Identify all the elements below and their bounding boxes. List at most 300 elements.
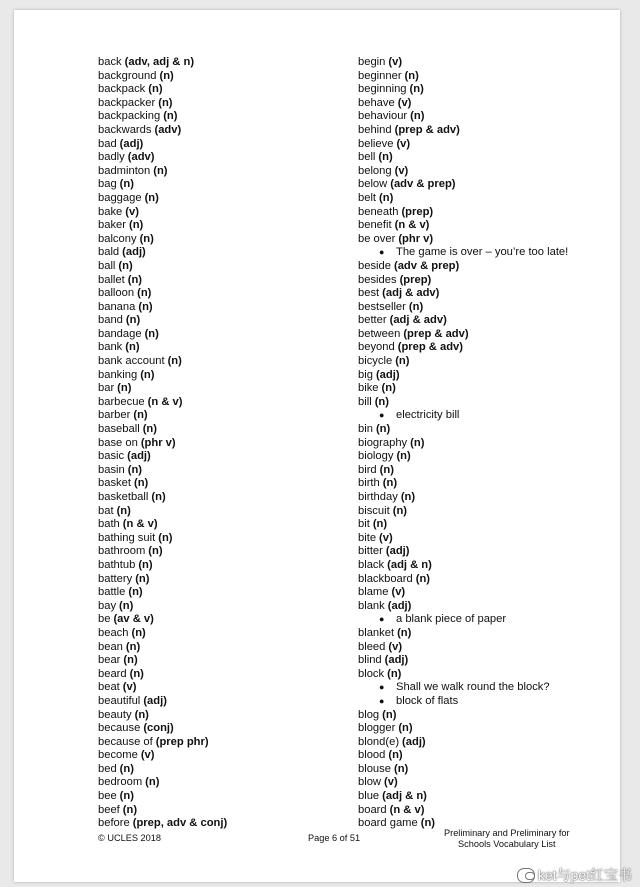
part-of-speech: (n) (144, 191, 159, 204)
part-of-speech: (n) (127, 463, 143, 476)
vocab-word: believe (358, 137, 394, 150)
part-of-speech: (n) (135, 572, 150, 585)
vocab-entry (98, 763, 227, 777)
vocab-word: blind (358, 654, 382, 667)
vocab-entry (358, 709, 568, 723)
vocab-entry (98, 804, 227, 818)
part-of-speech: (n) (415, 572, 431, 585)
vocab-word: become (98, 749, 138, 762)
vocab-entry (98, 586, 227, 600)
vocab-word: beach (98, 626, 129, 639)
bullet-icon: ● (379, 682, 385, 693)
part-of-speech: (adv) (127, 151, 155, 164)
part-of-speech: (n) (119, 790, 134, 803)
part-of-speech: (n) (148, 83, 163, 96)
part-of-speech: (v) (379, 531, 393, 544)
watermark-text: ket与pet红宝书 (537, 867, 632, 883)
vocab-entry (98, 341, 227, 355)
vocab-entry (358, 804, 568, 818)
vocab-word: bird (358, 463, 377, 476)
vocab-entry (358, 165, 568, 179)
vocab-entry (98, 627, 227, 641)
part-of-speech: (adv, adj & n) (124, 56, 195, 68)
part-of-speech: (n) (125, 640, 141, 653)
vocab-word: bald (98, 246, 120, 259)
vocab-word: because (98, 722, 141, 735)
vocab-word: background (98, 69, 157, 82)
vocab-word: beautiful (98, 694, 141, 707)
vocab-word: blood (358, 749, 386, 762)
footer-page-number: Page 6 of 51 (308, 833, 361, 843)
vocab-entry (358, 151, 568, 165)
vocab-entry (358, 287, 568, 301)
vocab-word: ballet (98, 273, 125, 286)
vocab-word: behaviour (358, 110, 408, 123)
vocab-entry (358, 722, 568, 736)
vocab-word: bell (358, 151, 376, 164)
footer-copyright: © UCLES 2018 (98, 833, 161, 843)
vocab-word: badminton (98, 164, 151, 177)
vocab-entry (98, 505, 227, 519)
vocab-word: below (358, 178, 388, 191)
wechat-icon (517, 868, 535, 883)
part-of-speech: (n) (142, 423, 157, 436)
vocab-word: base on (98, 436, 138, 449)
vocab-entry (358, 83, 568, 97)
part-of-speech: (v) (140, 749, 155, 762)
part-of-speech: (n) (137, 287, 152, 300)
vocab-entry (358, 138, 568, 152)
part-of-speech: (n) (158, 96, 173, 109)
part-of-speech: (n) (138, 300, 153, 313)
example-bullet (358, 409, 568, 423)
vocab-entry (358, 328, 568, 342)
part-of-speech: (n) (379, 191, 394, 204)
part-of-speech: (n) (151, 491, 166, 503)
vocab-word: baggage (98, 191, 142, 204)
vocab-entry (98, 437, 227, 451)
vocab-entry (358, 192, 568, 206)
vocab-entry (358, 178, 568, 192)
part-of-speech: (n) (123, 654, 138, 667)
vocab-word: baker (98, 219, 126, 232)
vocab-entry (98, 138, 227, 152)
part-of-speech: (n) (409, 83, 424, 96)
example-bullet (358, 613, 568, 627)
vocab-word: bake (98, 205, 123, 218)
part-of-speech: (n) (374, 395, 389, 408)
part-of-speech: (v) (388, 56, 403, 68)
part-of-speech: (n) (153, 164, 168, 177)
vocab-word: back (98, 56, 122, 68)
vocab-entry (358, 219, 568, 233)
vocab-word: block (358, 667, 385, 680)
vocab-entry (358, 341, 568, 355)
vocab-entry (358, 56, 568, 70)
vocab-entry (358, 749, 568, 763)
vocab-entry (358, 532, 568, 546)
part-of-speech: (prep & adv) (397, 341, 463, 354)
part-of-speech: (adj) (127, 450, 151, 463)
vocab-entry (98, 749, 227, 763)
vocab-word: behind (358, 123, 392, 136)
part-of-speech: (n) (125, 314, 141, 327)
vocab-word: bedroom (98, 776, 143, 789)
part-of-speech: (prep & adv) (403, 327, 469, 340)
part-of-speech: (n) (118, 259, 133, 272)
part-of-speech: (n) (127, 273, 143, 286)
bullet-icon: ● (379, 695, 385, 706)
part-of-speech: (n) (382, 477, 398, 490)
vocab-entry (98, 328, 227, 342)
vocab-word: be over (358, 232, 396, 245)
vocab-entry (358, 586, 568, 600)
vocab-entry (98, 219, 227, 233)
vocab-entry (358, 600, 568, 614)
part-of-speech: (phr v) (140, 436, 176, 449)
vocab-word: backpacker (98, 96, 156, 109)
vocab-entry (358, 437, 568, 451)
vocab-word: begin (358, 56, 386, 68)
part-of-speech: (n) (395, 355, 410, 368)
part-of-speech: (adj & n) (382, 790, 427, 803)
part-of-speech: (n) (404, 69, 419, 82)
vocab-entry (358, 369, 568, 383)
part-of-speech: (n) (119, 178, 134, 191)
vocab-word: balcony (98, 232, 137, 245)
vocab-word: basketball (98, 491, 149, 503)
vocab-word: biography (358, 436, 408, 449)
vocab-word: belt (358, 191, 377, 204)
vocab-word: backpack (98, 83, 146, 96)
vocab-word: bay (98, 599, 117, 612)
part-of-speech: (n) (129, 667, 144, 680)
footer-series-title (444, 828, 570, 850)
vocab-entry (358, 301, 568, 315)
vocab-entry (98, 83, 227, 97)
part-of-speech: (n) (133, 477, 149, 490)
part-of-speech: (v) (396, 137, 411, 150)
vocab-word: before (98, 817, 130, 830)
vocab-entry (98, 668, 227, 682)
vocab-word: battery (98, 572, 133, 585)
vocab-word: beside (358, 259, 391, 272)
vocab-entry (358, 627, 568, 641)
vocab-entry (98, 192, 227, 206)
vocab-word: battle (98, 586, 126, 599)
vocab-word: bike (358, 382, 379, 395)
vocab-word: beauty (98, 708, 132, 721)
vocab-word: balloon (98, 287, 135, 300)
part-of-speech: (n) (119, 599, 134, 612)
part-of-speech: (n) (129, 219, 144, 232)
vocab-word: birth (358, 477, 380, 490)
vocab-word: bathing suit (98, 531, 156, 544)
vocab-word: blow (358, 776, 382, 789)
part-of-speech: (adj) (402, 735, 426, 748)
vocab-word: blackboard (358, 572, 413, 585)
vocab-entry (358, 518, 568, 532)
vocab-entry (98, 56, 227, 70)
vocab-entry (98, 260, 227, 274)
part-of-speech: (n) (393, 762, 409, 775)
example-text: electricity bill (396, 409, 460, 422)
part-of-speech: (adv & prep) (390, 178, 456, 191)
part-of-speech: (n) (420, 817, 436, 830)
part-of-speech: (n) (158, 531, 173, 544)
vocab-entry (98, 491, 227, 505)
vocab-entry (98, 355, 227, 369)
vocab-word: backwards (98, 123, 152, 136)
part-of-speech: (n) (382, 708, 397, 721)
part-of-speech: (n) (148, 545, 163, 558)
part-of-speech: (prep) (399, 273, 432, 286)
part-of-speech: (n) (138, 558, 153, 571)
vocab-entry (98, 464, 227, 478)
vocab-entry (358, 260, 568, 274)
vocab-word: beneath (358, 205, 399, 218)
part-of-speech: (n & v) (394, 219, 430, 232)
vocab-word: bleed (358, 640, 386, 653)
bullet-icon: ● (379, 614, 385, 625)
vocab-word: beyond (358, 341, 395, 354)
bullet-icon: ● (379, 247, 385, 258)
vocab-entry (98, 613, 227, 627)
vocab-entry (98, 641, 227, 655)
vocab-word: bathroom (98, 545, 146, 558)
part-of-speech: (prep & adv) (394, 123, 460, 136)
vocab-word: bill (358, 395, 372, 408)
vocab-word: bandage (98, 327, 142, 340)
vocab-word: bag (98, 178, 117, 191)
vocab-word: bank account (98, 355, 165, 368)
vocab-entry (358, 790, 568, 804)
part-of-speech: (n) (392, 504, 408, 517)
part-of-speech: (n) (397, 626, 412, 639)
vocab-entry (98, 246, 227, 260)
vocab-word: bin (358, 423, 373, 436)
vocab-entry (98, 124, 227, 138)
vocab-entry (358, 124, 568, 138)
vocab-word: bed (98, 762, 117, 775)
vocab-entry (98, 151, 227, 165)
part-of-speech: (n) (131, 626, 146, 639)
vocab-entry (98, 518, 227, 532)
example-bullet (358, 681, 568, 695)
vocab-word: beat (98, 681, 120, 694)
part-of-speech: (adj) (387, 599, 412, 612)
vocab-word: bean (98, 640, 123, 653)
vocab-entry (358, 668, 568, 682)
part-of-speech: (n) (134, 708, 149, 721)
part-of-speech: (n) (372, 518, 388, 531)
vocab-entry (358, 274, 568, 288)
vocab-word: barbecue (98, 395, 145, 408)
vocab-entry (358, 559, 568, 573)
vocab-word: big (358, 368, 373, 381)
part-of-speech: (n) (133, 409, 148, 422)
vocab-word: better (358, 314, 387, 327)
part-of-speech: (adj & adv) (389, 314, 447, 327)
part-of-speech: (v) (384, 776, 398, 789)
vocab-entry (98, 477, 227, 491)
vocab-entry (358, 206, 568, 220)
vocab-word: blank (358, 599, 385, 612)
vocab-word: bitter (358, 545, 383, 558)
vocab-entry (98, 573, 227, 587)
vocab-entry (358, 477, 568, 491)
vocab-word: board game (358, 817, 418, 830)
vocab-word: birthday (358, 491, 398, 503)
example-text: a blank piece of paper (396, 613, 507, 626)
part-of-speech: (adj) (119, 137, 144, 150)
part-of-speech: (n) (379, 463, 394, 476)
part-of-speech: (n & v) (389, 803, 425, 816)
part-of-speech: (n) (139, 232, 154, 245)
part-of-speech: (phr v) (398, 232, 434, 245)
vocab-word: beginning (358, 83, 407, 96)
vocab-entry (98, 817, 227, 831)
vocab-entry (98, 233, 227, 247)
vocab-entry (98, 178, 227, 192)
part-of-speech: (adv) (154, 123, 182, 136)
part-of-speech: (n) (122, 803, 138, 816)
vocab-word: basic (98, 450, 125, 463)
example-bullet (358, 246, 568, 260)
vocab-entry (98, 695, 227, 709)
vocab-word: behave (358, 96, 395, 109)
vocab-entry (98, 369, 227, 383)
vocab-entry (98, 301, 227, 315)
part-of-speech: (v) (122, 681, 137, 694)
vocab-word: best (358, 287, 380, 300)
vocab-entry (358, 776, 568, 790)
vocab-word: between (358, 327, 401, 340)
vocab-entry (98, 559, 227, 573)
vocab-word: banana (98, 300, 136, 313)
part-of-speech: (n) (388, 749, 403, 762)
vocab-word: blame (358, 586, 389, 599)
part-of-speech: (v) (397, 96, 412, 109)
part-of-speech: (n) (119, 762, 134, 775)
part-of-speech: (prep phr) (155, 735, 209, 748)
part-of-speech: (n) (378, 151, 393, 164)
part-of-speech: (v) (394, 164, 409, 177)
vocab-word: blog (358, 708, 380, 721)
vocab-entry (358, 97, 568, 111)
vocab-entry (98, 110, 227, 124)
part-of-speech: (n) (145, 776, 160, 789)
vocabulary-column-left (98, 56, 227, 831)
part-of-speech: (adj) (375, 368, 400, 381)
vocab-word: basin (98, 463, 125, 476)
footer-series-line1: Preliminary and Preliminary for (444, 828, 570, 838)
vocab-entry (98, 409, 227, 423)
part-of-speech: (v) (391, 586, 406, 599)
vocab-word: basket (98, 477, 131, 490)
vocab-entry (358, 396, 568, 410)
vocab-word: bestseller (358, 300, 406, 313)
vocab-word: blue (358, 790, 380, 803)
vocab-word: bath (98, 518, 120, 531)
part-of-speech: (adj) (143, 694, 167, 707)
part-of-speech: (prep) (401, 205, 434, 218)
example-text: The game is over – you’re too late! (396, 246, 569, 259)
part-of-speech: (n & v) (122, 518, 158, 531)
part-of-speech: (v) (125, 205, 139, 218)
part-of-speech: (n) (167, 355, 182, 368)
vocab-entry (98, 545, 227, 559)
vocab-word: blogger (358, 722, 396, 735)
vocab-entry (358, 110, 568, 124)
vocab-entry (98, 165, 227, 179)
vocab-word: black (358, 558, 385, 571)
vocab-word: baseball (98, 423, 140, 436)
vocab-word: bat (98, 504, 114, 517)
part-of-speech: (n) (140, 368, 155, 381)
vocab-entry (358, 450, 568, 464)
part-of-speech: (n) (375, 423, 391, 436)
part-of-speech: (conj) (143, 722, 174, 735)
vocab-word: biology (358, 450, 394, 463)
vocab-entry (358, 573, 568, 587)
part-of-speech: (prep, adv & conj) (132, 817, 228, 830)
vocab-entry (358, 491, 568, 505)
part-of-speech: (v) (388, 640, 403, 653)
vocab-entry (358, 70, 568, 84)
vocab-entry (98, 382, 227, 396)
vocab-entry (358, 355, 568, 369)
vocab-entry (358, 505, 568, 519)
vocab-entry (98, 654, 227, 668)
part-of-speech: (n) (128, 586, 143, 599)
part-of-speech: (n) (163, 110, 178, 123)
part-of-speech: (n) (381, 382, 396, 395)
vocab-entry (358, 233, 568, 247)
vocab-entry (98, 709, 227, 723)
vocab-word: backpacking (98, 110, 161, 123)
vocab-word: bank (98, 341, 123, 354)
part-of-speech: (adj & n) (387, 558, 432, 571)
vocab-word: bad (98, 137, 117, 150)
vocab-entry (98, 776, 227, 790)
vocab-entry (358, 464, 568, 478)
vocab-entry (98, 396, 227, 410)
vocab-entry (98, 790, 227, 804)
vocab-entry (358, 763, 568, 777)
part-of-speech: (n) (410, 110, 425, 123)
vocab-entry (358, 314, 568, 328)
vocab-word: bee (98, 790, 117, 803)
vocab-word: bathtub (98, 558, 136, 571)
vocab-entry (98, 736, 227, 750)
part-of-speech: (n) (144, 327, 159, 340)
part-of-speech: (n) (400, 491, 416, 503)
document-page (14, 10, 620, 882)
vocab-entry (98, 532, 227, 546)
part-of-speech: (adj) (385, 545, 410, 558)
vocab-word: blond(e) (358, 735, 400, 748)
vocab-word: bear (98, 654, 121, 667)
vocab-entry (98, 314, 227, 328)
part-of-speech: (n) (125, 341, 140, 354)
vocab-entry (98, 600, 227, 614)
vocab-entry (98, 70, 227, 84)
footer-series-line2: Schools Vocabulary List (458, 839, 556, 849)
vocab-word: band (98, 314, 123, 327)
vocab-entry (358, 382, 568, 396)
vocab-entry (358, 641, 568, 655)
